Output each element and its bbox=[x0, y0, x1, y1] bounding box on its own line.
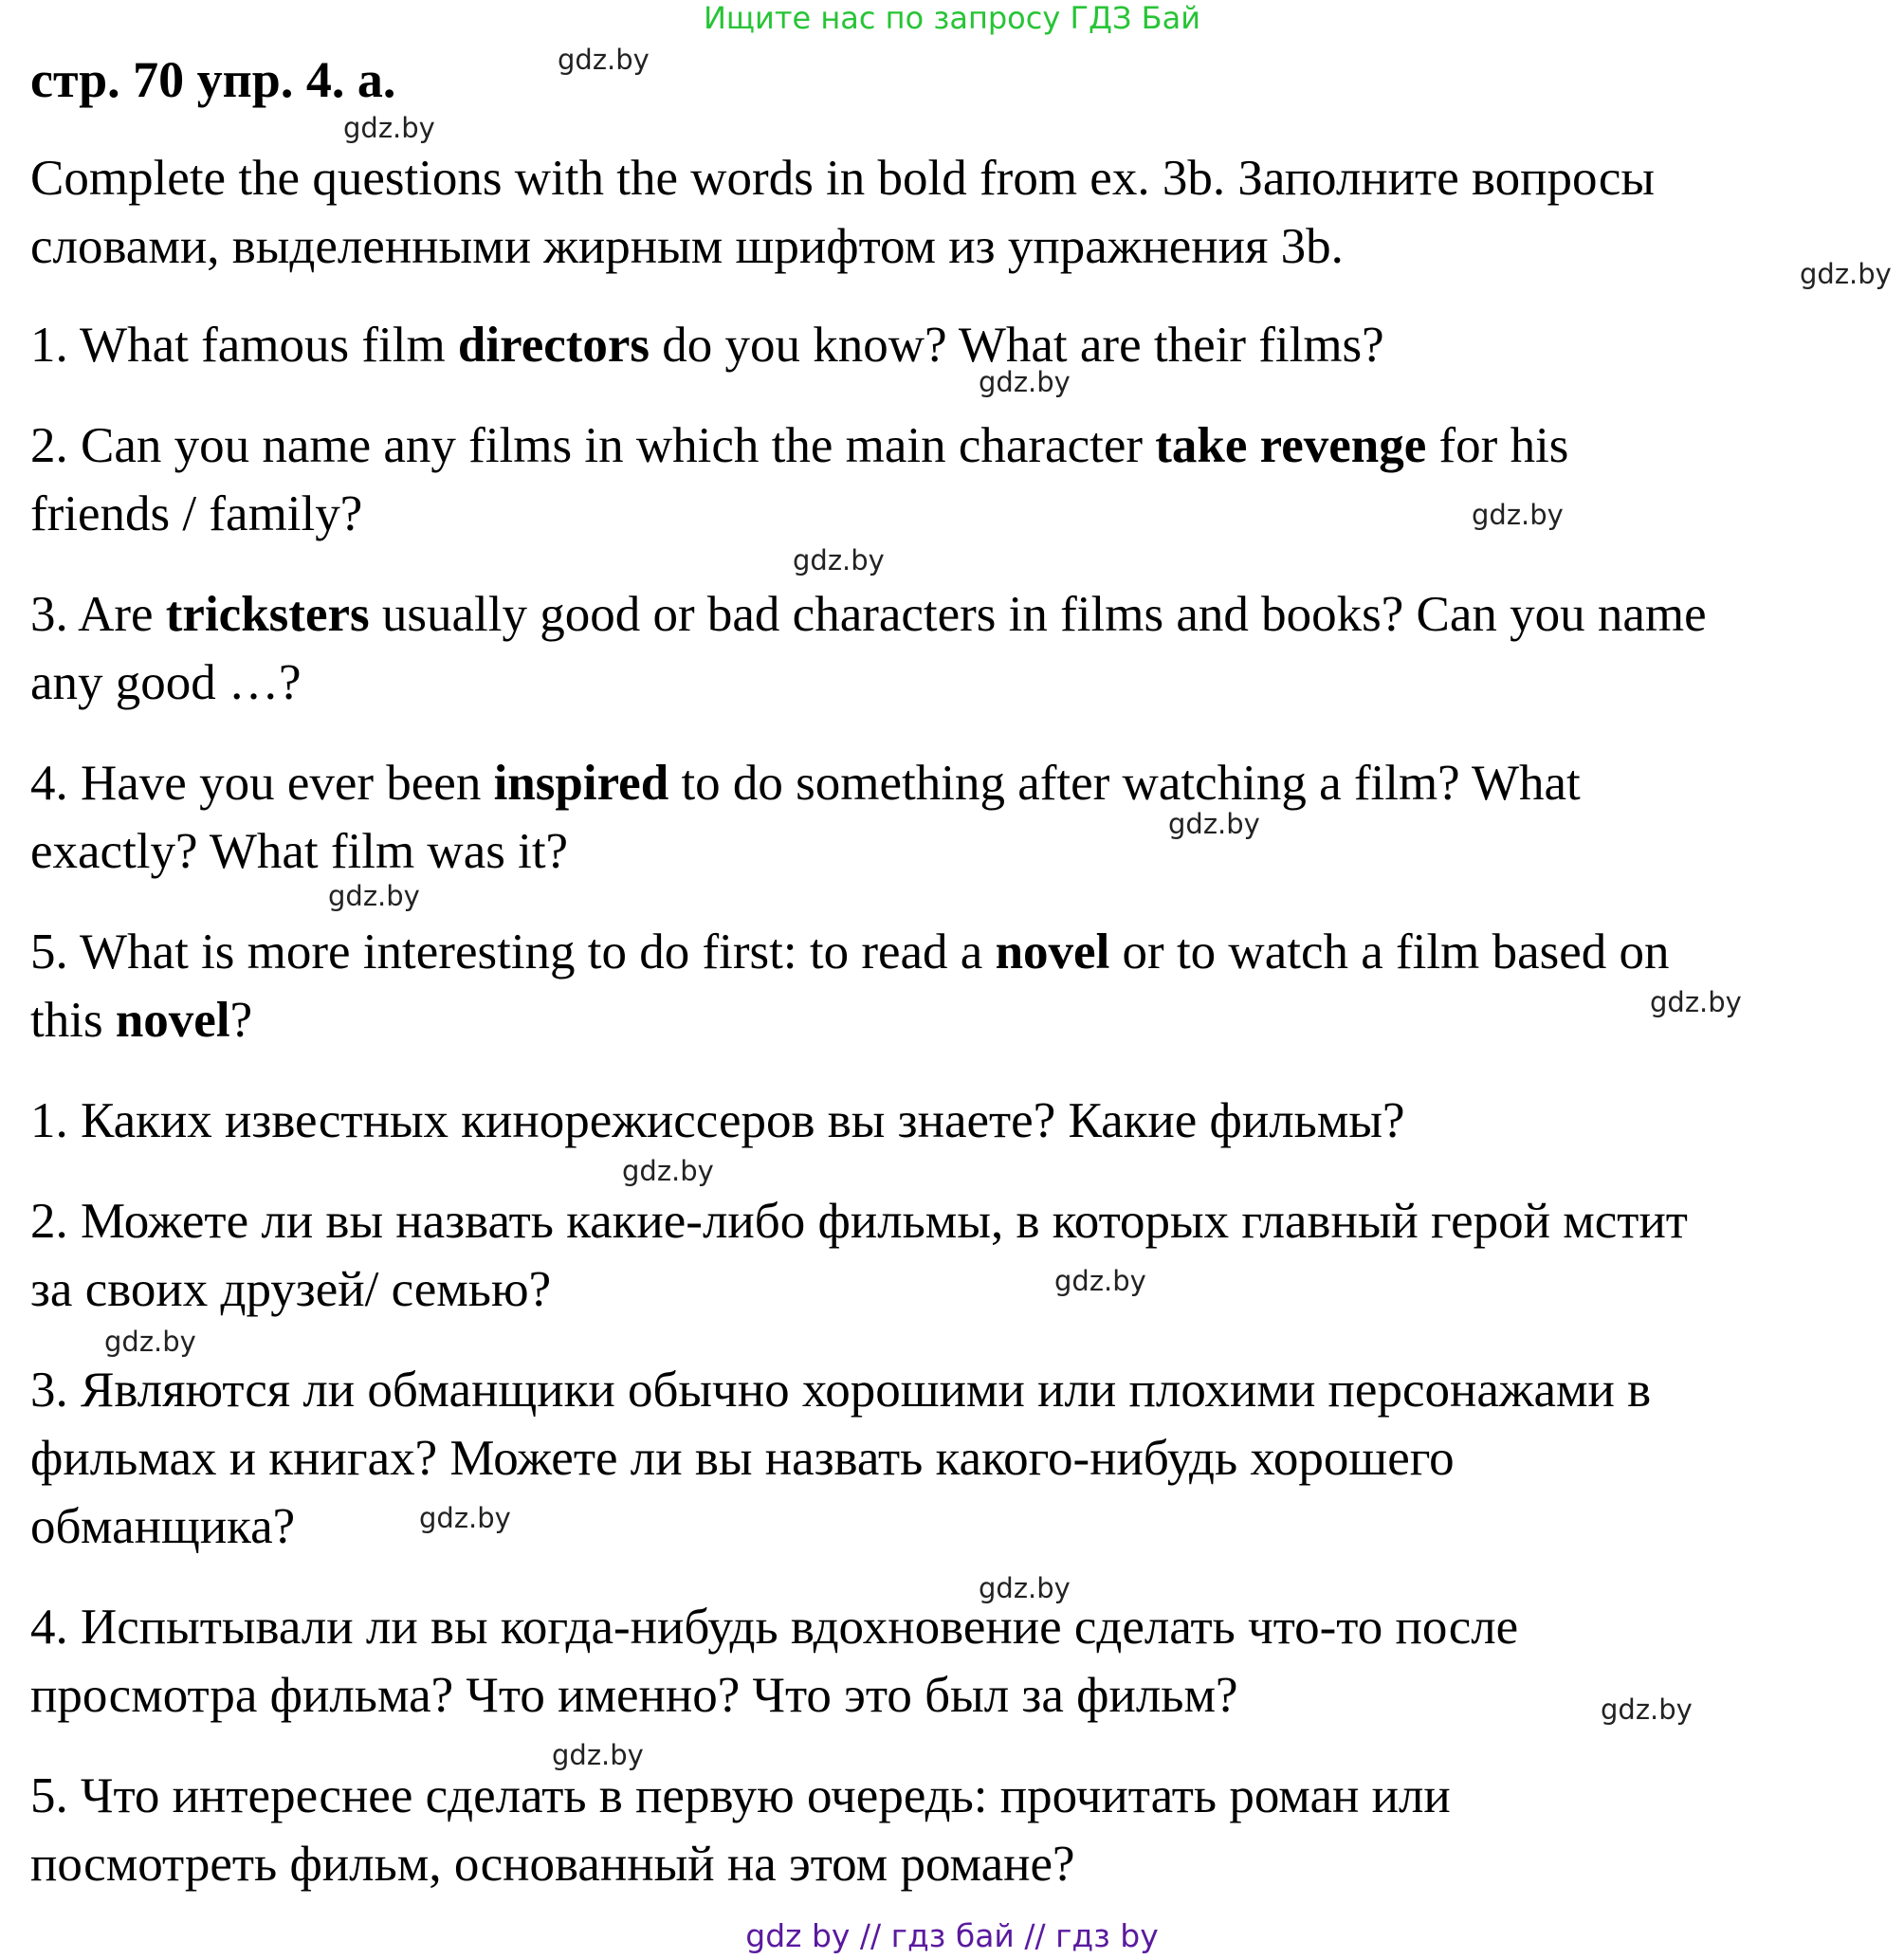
task-line-ru: словами, выделенными жирным шрифтом из упражнения 3b. bbox=[30, 219, 1344, 274]
watermark-text: gdz.by bbox=[1601, 1694, 1693, 1726]
watermark-text: gdz.by bbox=[1800, 258, 1892, 290]
bold-word: take revenge bbox=[1155, 418, 1427, 473]
watermark-text: gdz.by bbox=[1168, 808, 1260, 840]
bold-word: directors bbox=[457, 318, 650, 373]
watermark-text: gdz.by bbox=[979, 1572, 1071, 1604]
watermark-text: gdz.by bbox=[558, 44, 650, 76]
question-en-2: 2. Can you name any films in which the main character take revenge for his friends / family? bbox=[30, 418, 1569, 541]
watermark-text: gdz.by bbox=[343, 112, 435, 144]
bold-word: novel bbox=[115, 993, 230, 1048]
watermark-text: gdz.by bbox=[1650, 986, 1742, 1018]
watermark-text: gdz.by bbox=[1054, 1265, 1146, 1297]
watermark-text: gdz.by bbox=[552, 1739, 644, 1771]
question-ru-4: 4. Испытывали ли вы когда-нибудь вдохновение сделать что-то после просмотра фильма? Что именно? Что это был за фильм? bbox=[30, 1600, 1519, 1723]
exercise-heading: стр. 70 упр. 4. а. bbox=[30, 51, 396, 108]
question-ru-2: 2. Можете ли вы назвать какие-либо фильмы, в которых главный герой мстит за своих друзей/ семью? bbox=[30, 1194, 1688, 1317]
watermark-text: gdz.by bbox=[622, 1155, 714, 1187]
task-line-en: Complete the questions with the words in bold from ex. 3b. Заполните вопросы bbox=[30, 151, 1655, 206]
question-en-3: 3. Are tricksters usually good or bad characters in films and books? Can you name any good …? bbox=[30, 587, 1707, 710]
top-banner: Ищите нас по запросу ГДЗ Бай bbox=[703, 0, 1201, 36]
watermark-text: gdz.by bbox=[419, 1502, 511, 1534]
question-en-4: 4. Have you ever been inspired to do something after watching a film? What exactly? What film was it? bbox=[30, 756, 1581, 879]
question-ru-5: 5. Что интереснее сделать в первую очередь: прочитать роман или посмотреть фильм, основанный на этом романе? bbox=[30, 1768, 1451, 1892]
bold-word: tricksters bbox=[165, 587, 370, 642]
watermark-text: gdz.by bbox=[1472, 499, 1564, 531]
task-instruction bbox=[30, 144, 1889, 281]
question-ru-3: 3. Являются ли обманщики обычно хорошими или плохими персонажами в фильмах и книгах? Можете ли вы назвать какого-нибудь хорошего обманщика? bbox=[30, 1363, 1652, 1554]
watermark-text: gdz.by bbox=[328, 880, 420, 912]
question-ru-1: 1. Каких известных кинорежиссеров вы знаете? Какие фильмы? bbox=[30, 1093, 1405, 1148]
footer-watermark: gdz by // гдз бай // гдз by bbox=[745, 1917, 1159, 1954]
bold-word: inspired bbox=[493, 756, 669, 811]
watermark-text: gdz.by bbox=[793, 544, 885, 577]
question-en-5: 5. What is more interesting to do first: to read a novel or to watch a film based on this novel? bbox=[30, 925, 1670, 1048]
watermark-text: gdz.by bbox=[979, 366, 1071, 398]
watermark-text: gdz.by bbox=[104, 1326, 196, 1358]
question-en-1: 1. What famous film directors do you know? What are their films? bbox=[30, 318, 1384, 373]
bold-word: novel bbox=[995, 925, 1110, 980]
